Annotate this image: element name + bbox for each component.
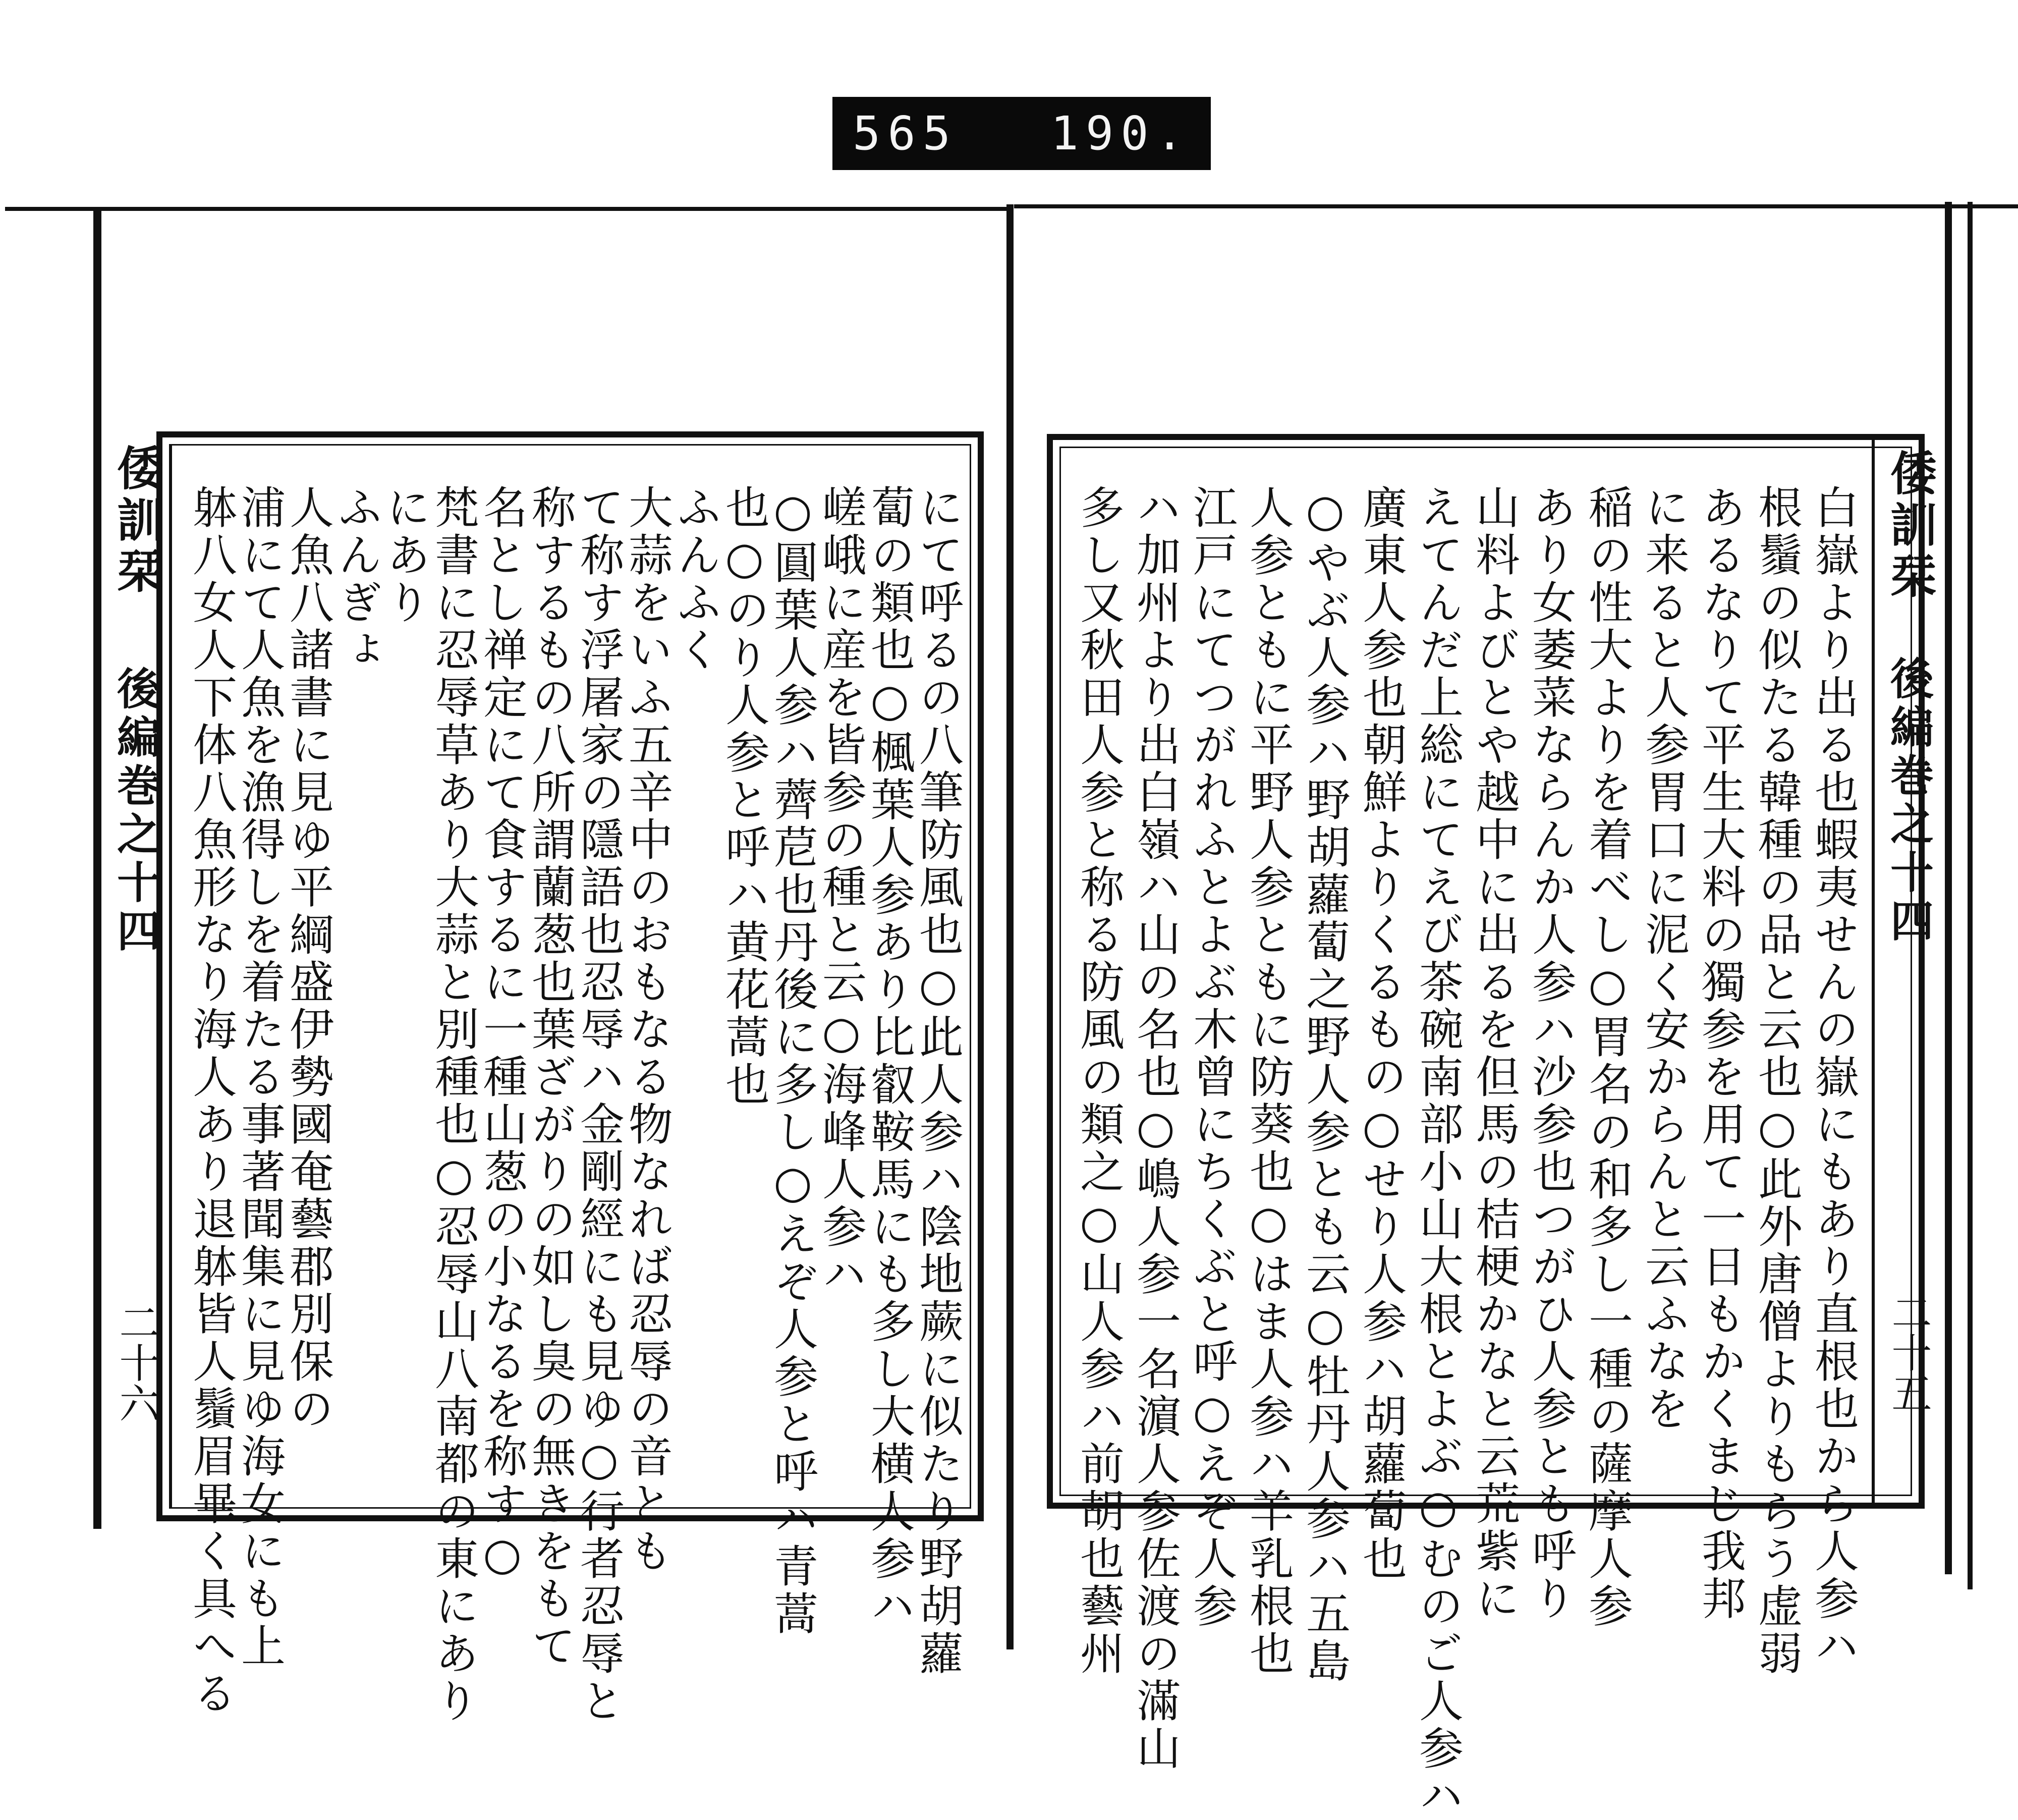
right-spine-volume: 後編巻之十四 bbox=[1883, 656, 1934, 947]
top-edge-right bbox=[1014, 204, 2018, 208]
left-text-column: 躰八女人下体八魚形なり海人あり退躰皆人鬚眉畢く具へる bbox=[186, 484, 238, 1718]
right-page-outer-edge bbox=[1968, 202, 1973, 1589]
right-text-column: に来ると人参胃口に泥く安からんと云ふなを bbox=[1638, 484, 1690, 1433]
right-text-column: 稲の性大よりを着べし○胃名の和多し一種の薩摩人参 bbox=[1582, 484, 1634, 1630]
left-text-column: て称す浮屠家の隱語也忍辱ハ金剛經にも見ゆ○行者忍辱と bbox=[573, 484, 625, 1725]
left-spine-volume: 後編巻之十四 bbox=[109, 666, 160, 957]
left-text-column: 蔔の類也○楓葉人参あり比叡鞍馬にも多し大横人参ハ bbox=[864, 484, 916, 1630]
right-text-column: あるなりて平生大料の獨参を用て一日もかくまじ我邦 bbox=[1695, 484, 1747, 1623]
right-text-column: 江戸にてつがれふとよぶ木曾にちくぶと呼○えぞ人参 bbox=[1186, 484, 1238, 1630]
left-text-column: 也○のり人参と呼ハ黄花蒿也 bbox=[718, 484, 770, 1109]
top-edge-left bbox=[5, 207, 1009, 211]
left-text-column: ふんふく bbox=[670, 484, 722, 674]
left-text-column: ○圓葉人参ハ薺苨也丹後に多し○えぞ人参と呼ハ青蒿 bbox=[767, 484, 819, 1638]
left-folio: 二十六 bbox=[113, 1302, 159, 1423]
right-text-column: えてんだ上総にてえび茶碗南部小山大根とよぶ○むのご人参ハ bbox=[1412, 484, 1464, 1820]
right-text-column: 多し又秋田人参と称る防風の類之○山人参ハ前胡也藝州 bbox=[1073, 484, 1125, 1678]
right-text-column: あり女萎菜ならんか人参ハ沙参也つがひ人参とも呼り bbox=[1525, 484, 1577, 1623]
left-text-column: ふんぎょ bbox=[331, 484, 383, 674]
left-text-column: 梵書に忍辱草あり大蒜と別種也○忍辱山八南都の東にあり bbox=[428, 484, 480, 1725]
right-page-edge bbox=[1945, 202, 1952, 1574]
center-gutter bbox=[1006, 204, 1014, 1649]
left-text-column: 称するもの八所謂蘭葱也葉ざがりの如し臭の無きをもて bbox=[525, 484, 577, 1670]
left-text-column: 人魚八諸書に見ゆ平綱盛伊勢國奄藝郡別保の bbox=[283, 484, 334, 1433]
right-text-column: 人参ともに平野人参ともに防葵也○はま人参ハ羊乳根也 bbox=[1243, 484, 1295, 1678]
right-text-column: ハ加州より出白嶺ハ山の名也○嶋人参一名濵人参佐渡の滿山 bbox=[1130, 484, 1182, 1773]
right-text-column: 白嶽より出る也蝦夷せんの嶽にもあり直根也から人参ハ bbox=[1808, 484, 1860, 1670]
call-number-plate bbox=[832, 97, 1211, 170]
left-text-column: 嵯峨に産を皆参の種と云○海峰人参ハ bbox=[815, 484, 867, 1298]
right-text-column: 廣東人参也朝鮮よりくるもの○せり人参ハ胡蘿蔔也 bbox=[1356, 484, 1408, 1583]
left-text-column: 浦にて人魚を漁得しを着たる事著聞集に見ゆ海女にも上 bbox=[234, 484, 286, 1670]
left-text-column: 大蒜をいふ五辛中のおもなる物なれば忍辱の音とも bbox=[622, 484, 674, 1575]
left-spine-title: 倭訓栞 bbox=[109, 444, 164, 598]
right-text-column: 山料よびとや越中に出るを但馬の桔梗かなと云荒紫に bbox=[1469, 484, 1521, 1623]
right-text-column: ○やぶ人参ハ野胡蘿蔔之野人参とも云○牡丹人参ハ五島 bbox=[1299, 484, 1351, 1685]
right-folio: 二十五 bbox=[1885, 1292, 1932, 1413]
call-number-left: 565 bbox=[853, 106, 958, 160]
right-spine-title: 倭訓栞 bbox=[1883, 449, 1937, 603]
left-text-column: 名とし禅定にて食するに一種山葱の小なるを称す○ bbox=[476, 484, 528, 1583]
right-text-column: 根鬚の似たる韓種の品と云也○此外唐僧よりもらう虚弱 bbox=[1751, 484, 1803, 1678]
right-margin-rule bbox=[1872, 434, 1875, 1509]
left-text-column: にあり bbox=[379, 484, 431, 627]
left-text-column: にて呼るの八筆防風也○此人参ハ陰地蕨に似たり野胡蘿 bbox=[912, 484, 964, 1678]
call-number-right: 190. bbox=[1050, 106, 1191, 160]
left-page-edge bbox=[93, 207, 101, 1529]
